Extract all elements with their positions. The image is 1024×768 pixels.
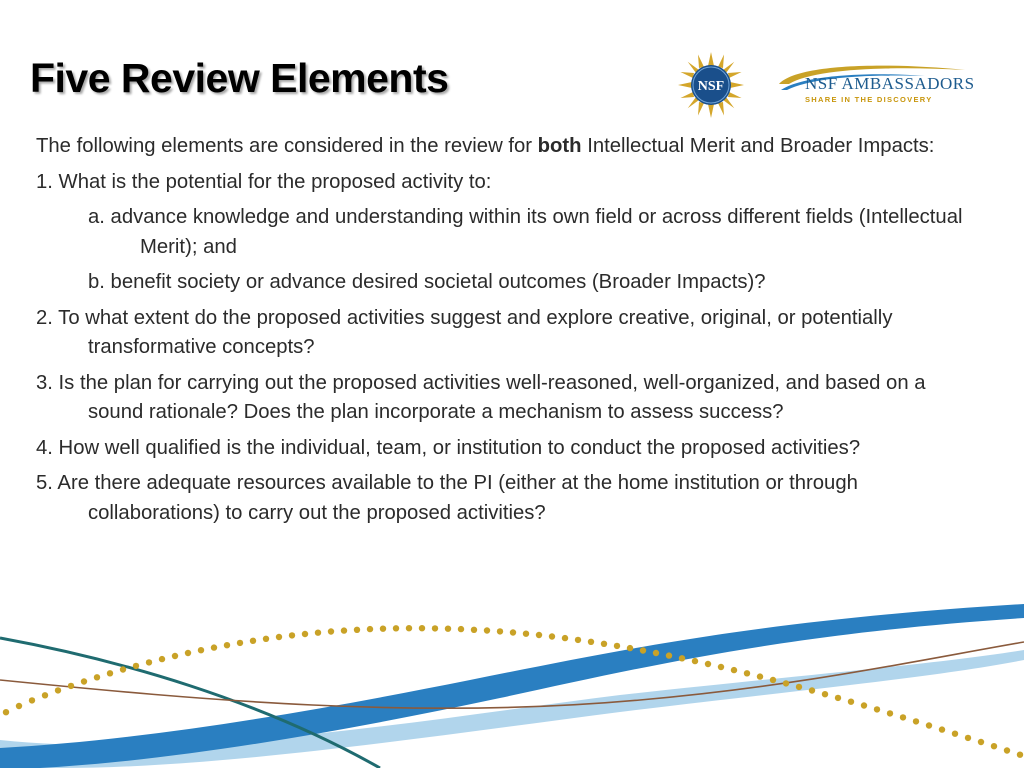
ambassadors-name: NSF AMBASSADORS [805,74,975,93]
gold-dot [328,628,334,634]
intro-text-end: Intellectual Merit and Broader Impacts: [581,135,935,157]
gold-dot [393,625,399,631]
gold-dot [16,703,22,709]
gold-dot [250,638,256,644]
gold-dot [94,674,100,680]
gold-dot [432,625,438,631]
gold-dot [133,663,139,669]
gold-dot [770,677,776,683]
gold-dot [315,630,321,636]
gold-dot [640,647,646,653]
gold-dot [172,653,178,659]
gold-dot [484,627,490,633]
question-1a: a. advance knowledge and understanding within its own field or across different fields (Intellectual Merit); and [88,206,963,258]
gold-dot [588,639,594,645]
gold-dot [354,627,360,633]
gold-dot [809,687,815,693]
gold-dot [601,641,607,647]
gold-dot [1017,752,1023,758]
gold-dot [835,695,841,701]
question-4: 4. How well qualified is the individual, team, or institution to conduct the proposed activities? [36,436,861,459]
gold-dot [614,643,620,649]
gold-dot [939,726,945,732]
intro-paragraph [36,132,971,162]
gold-dot [302,631,308,637]
gold-dot [679,655,685,661]
slide-title: Five Review Elements [30,55,449,101]
wave-blue [0,604,1024,768]
gold-dot [822,691,828,697]
decorative-waves [0,590,1024,768]
gold-dot [536,632,542,638]
gold-dot [1004,747,1010,753]
gold-dot [211,644,217,650]
gold-dot [575,637,581,643]
gold-dot [666,652,672,658]
gold-dot [185,650,191,656]
gold-dot [146,659,152,665]
gold-dot [198,647,204,653]
gold-dot [68,683,74,689]
gold-dot [848,699,854,705]
gold-dot [341,627,347,633]
nsf-seal-logo [678,52,744,118]
gold-dot [107,670,113,676]
question-3: 3. Is the plan for carrying out the proposed activities well-reasoned, well-organized, and based on a sound rationale? Does the plan incorporate a mechanism to assess success? [36,371,926,423]
gold-dot [653,650,659,656]
gold-dot [627,645,633,651]
gold-dot [757,673,763,679]
gold-dot [445,626,451,632]
gold-dot [523,631,529,637]
question-1: 1. What is the potential for the proposed activity to: [36,170,492,193]
intro-text-start: The following elements are considered in the review for [36,135,538,157]
gold-dot [120,666,126,672]
ambassadors-tagline: SHARE IN THE DISCOVERY [805,95,933,104]
gold-dot [29,697,35,703]
gold-dot [900,714,906,720]
gold-dot [913,718,919,724]
gold-dot [926,722,932,728]
gold-dot [952,731,958,737]
gold-dot [731,667,737,673]
gold-dot [549,633,555,639]
gold-dot [874,706,880,712]
gold-dot [991,743,997,749]
gold-dot [978,739,984,745]
gold-dot [224,642,230,648]
gold-dot [81,678,87,684]
gold-dot [562,635,568,641]
nsf-ambassadors-logo [775,60,980,110]
intro-emphasis: both [537,135,582,157]
gold-dot [471,627,477,633]
gold-dot [55,687,61,693]
gold-dot [159,656,165,662]
gold-dot [744,670,750,676]
nsf-seal-icon [678,52,744,118]
question-1b: b. benefit society or advance desired societal outcomes (Broader Impacts)? [88,271,766,293]
gold-dot [796,684,802,690]
gold-dot [367,626,373,632]
gold-dot [783,680,789,686]
gold-dot [497,628,503,634]
gold-dot [965,735,971,741]
gold-dot [3,709,9,715]
gold-dot [510,629,516,635]
gold-dot [419,625,425,631]
gold-dot [406,625,412,631]
question-5: 5. Are there adequate resources available to the PI (either at the home institution or through collaborations) to carry out the proposed activities? [36,472,858,524]
gold-dot [263,636,269,642]
slide-body [36,132,971,534]
gold-dot [692,658,698,664]
gold-dot [458,626,464,632]
gold-dot [705,661,711,667]
gold-dot [380,626,386,632]
gold-dot [289,632,295,638]
question-2: 2. To what extent do the proposed activities suggest and explore creative, original, or potentially transformative concepts? [36,306,893,358]
gold-dot [718,664,724,670]
gold-dot [42,692,48,698]
gold-dot [237,640,243,646]
gold-dot [861,702,867,708]
gold-dot [887,710,893,716]
nsf-seal-text: NSF [697,79,725,94]
gold-dot [276,634,282,640]
